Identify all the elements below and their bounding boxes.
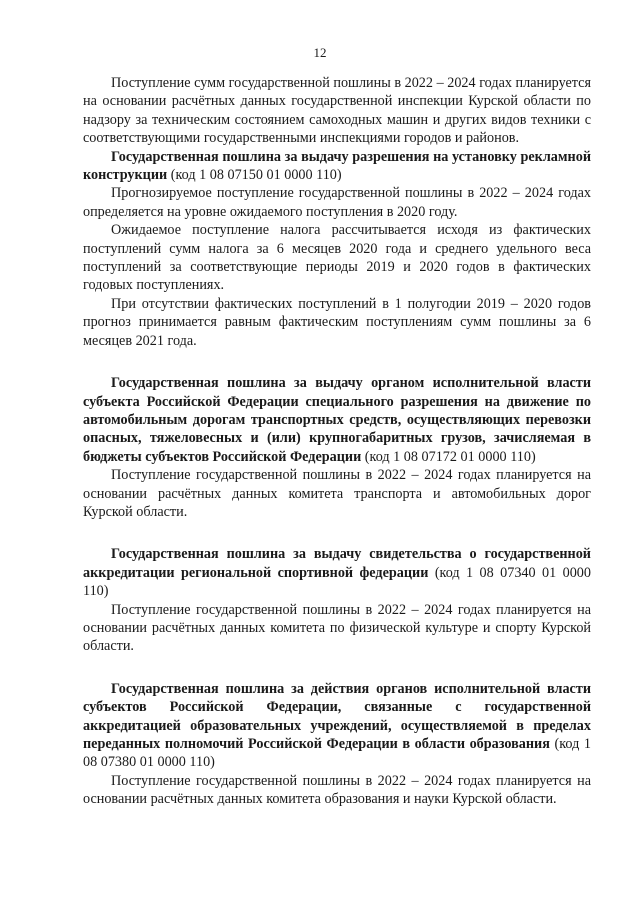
section-heading <box>83 148 591 185</box>
section-advertising-permit <box>83 148 591 350</box>
intro-paragraph: Поступление сумм государственной пошлины в 2022 – 2024 годах планируется на основании расчётных данных государственной инспекции Курской области по надзору за техническим состоянием самоходных машин и других видов техники с соответствующими государственными инспекциями городов и районов. <box>83 75 591 147</box>
section-heading <box>83 545 591 600</box>
section-paragraph: Прогнозируемое поступление государственной пошлины в 2022 – 2024 годах определяется на уровне ожидаемого поступления в 2020 году. <box>83 185 591 220</box>
section-education-accreditation <box>83 680 591 809</box>
section-paragraph: Поступление государственной пошлины в 2022 – 2024 годах планируется на основании расчётных данных комитета по физической культуре и спорту Курской области. <box>83 601 591 655</box>
section-code: (код 1 08 07380 01 0000 110) <box>83 736 591 771</box>
section-code: (код 1 08 07172 01 0000 110) <box>361 448 536 465</box>
section-code: (код 1 08 07150 01 0000 110) <box>167 167 342 184</box>
section-paragraph: Поступление государственной пошлины в 2022 – 2024 годах планируется на основании расчётных данных комитета транспорта и автомобильных дорог Курской области. <box>83 467 591 520</box>
section-paragraph: Поступление государственной пошлины в 2022 – 2024 годах планируется на основании расчётных данных комитета образования и науки Курской области. <box>83 772 591 808</box>
section-heading <box>83 680 591 772</box>
section-title: Государственная пошлина за выдачу свидетельства о государственной аккредитации региональной спортивной федерации <box>83 546 591 581</box>
section-title: Государственная пошлина за выдачу разрешения на установку рекламной конструкции <box>83 148 591 184</box>
section-title: Государственная пошлина за выдачу органом исполнительной власти субъекта Российской Федерации специального разрешения на движение по автомобильным дорогам транспортных средств, осуществляющих перевозки опасных, тяжеловесных и (или) крупногабаритных грузов, зачисляемая в бюджеты субъектов Российской Федерации <box>83 375 591 465</box>
section-heading <box>83 374 591 466</box>
section-code: (код 1 08 07340 01 0000 110) <box>83 564 591 600</box>
section-paragraph: Ожидаемое поступление налога рассчитывается исходя из фактических поступлений сумм налога за 6 месяцев 2020 года и среднего удельного веса поступлений за соответствующие периоды 2019 и 2020 годов в фактических годовых поступлениях. <box>83 222 591 294</box>
document-body <box>83 74 591 809</box>
section-title: Государственная пошлина за действия органов исполнительной власти субъектов Российской Федерации, связанные с государственной аккредитацией образовательных учреждений, осуществляемой в пределах переданных полномочий Российской Федерации в области образования <box>83 680 591 752</box>
section-sports-federation-accreditation <box>83 545 591 655</box>
section-paragraph: При отсутствии фактических поступлений в 1 полугодии 2019 – 2020 годов прогноз принимается равным фактическим поступлениям сумм пошлины за 6 месяцев 2021 года. <box>83 295 591 349</box>
page-number: 12 <box>313 45 327 60</box>
section-special-transport-permit <box>83 374 591 521</box>
